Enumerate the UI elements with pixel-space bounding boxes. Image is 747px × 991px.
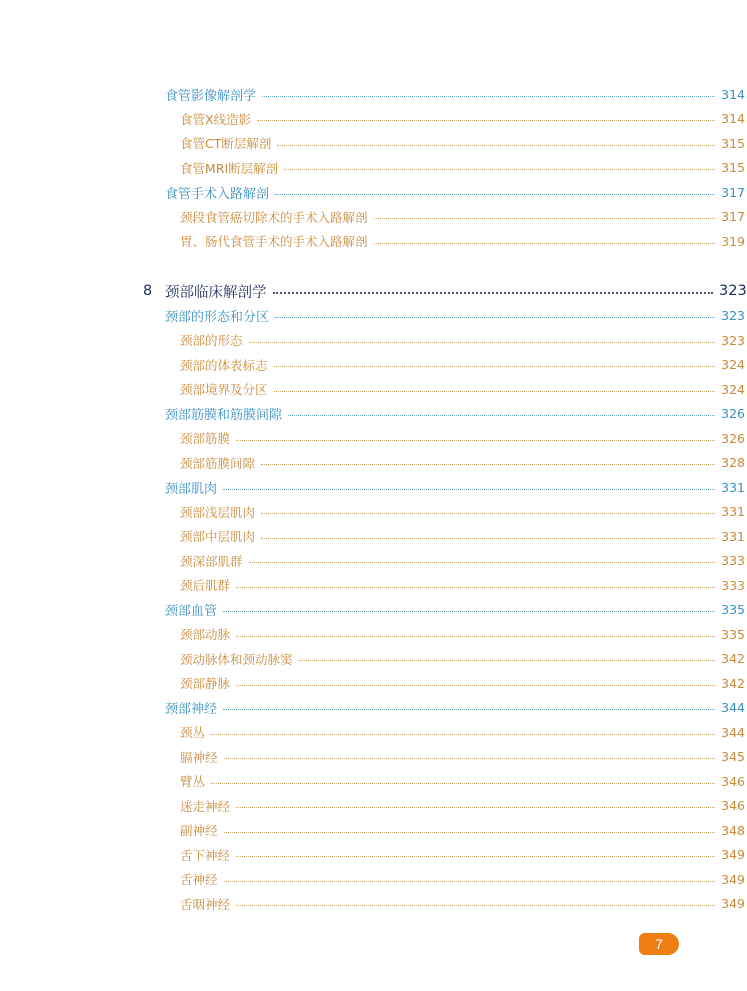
entry-page-number: 323: [719, 283, 747, 299]
entry-title: 颈部筋膜: [180, 431, 231, 446]
dot-leader: [236, 636, 715, 637]
dot-leader: [223, 611, 715, 612]
entry-title: 食管手术入路解剖: [165, 186, 270, 202]
entry-page-number: 326: [721, 406, 745, 421]
toc-subsection-entry: [0, 551, 745, 571]
toc-section-entry: [0, 600, 745, 620]
dot-leader: [261, 513, 715, 514]
toc-section-entry: [0, 182, 745, 202]
toc-subsection-entry: [0, 502, 745, 522]
entry-page-number: 314: [721, 111, 745, 126]
entry-page-number: 323: [721, 332, 745, 348]
toc-subsection-entry: [0, 649, 745, 669]
dot-leader: [236, 905, 715, 906]
entry-page-number: 342: [721, 651, 745, 666]
entry-title: 食管CT断层解剖: [180, 136, 272, 151]
dot-leader: [288, 415, 715, 416]
page-number-badge: [639, 933, 679, 955]
entry-title: 颈部肌肉: [165, 481, 218, 497]
entry-title: 副神经: [180, 823, 218, 838]
entry-page-number: 344: [721, 700, 745, 715]
chapter-number: 8: [143, 283, 153, 299]
entry-title: 颈部筋膜和筋膜间隙: [165, 408, 283, 423]
entry-title: 颈部中层肌肉: [180, 529, 256, 544]
toc-subsection-entry: [0, 722, 745, 742]
toc-subsection-entry: [0, 355, 745, 375]
dot-leader: [277, 145, 715, 146]
toc-subsection-entry: [0, 771, 745, 791]
entry-page-number: 333: [721, 553, 745, 568]
entry-page-number: 346: [721, 798, 745, 813]
entry-title: 臂丛: [180, 774, 206, 789]
entry-page-number: 328: [721, 455, 745, 470]
toc-subsection-entry: [0, 747, 745, 767]
entry-page-number: 345: [721, 749, 745, 764]
entry-page-number: 335: [721, 626, 745, 642]
entry-title: 膈神经: [180, 749, 218, 765]
toc-subsection-entry: [0, 575, 745, 595]
toc-chapter-entry: [0, 281, 745, 301]
toc-subsection-entry: [0, 894, 745, 914]
entry-title: 颈后肌群: [180, 578, 231, 593]
entry-title: 颈部的体表标志: [180, 357, 268, 373]
toc-subsection-entry: [0, 453, 745, 473]
entry-title: 颈部动脉: [180, 627, 231, 642]
entry-page-number: 317: [721, 184, 745, 200]
toc-section-entry: [0, 698, 745, 718]
dot-leader: [262, 96, 715, 97]
dot-leader: [261, 538, 715, 539]
dot-leader: [299, 660, 715, 661]
entry-page-number: 315: [721, 135, 745, 151]
entry-page-number: 314: [721, 86, 745, 102]
entry-page-number: 344: [721, 724, 745, 740]
dot-leader: [236, 440, 715, 441]
entry-page-number: 319: [721, 233, 745, 249]
entry-title: 颈部筋膜间隙: [180, 455, 256, 471]
entry-page-number: 326: [721, 430, 745, 446]
toc-section-entry: [0, 306, 745, 326]
entry-title: 颈部临床解剖学: [165, 284, 267, 301]
dot-leader: [374, 243, 715, 244]
toc-subsection-entry: [0, 820, 745, 840]
entry-page-number: 333: [721, 577, 745, 593]
dot-leader: [249, 562, 715, 563]
dot-leader: [223, 709, 715, 710]
entry-page-number: 349: [721, 896, 745, 911]
entry-title: 食管影像解剖学: [165, 88, 257, 104]
entry-page-number: 331: [721, 504, 745, 519]
entry-page-number: 335: [721, 602, 745, 617]
entry-page-number: 317: [721, 209, 745, 224]
entry-page-number: 331: [721, 528, 745, 544]
dot-leader: [374, 218, 715, 219]
entry-title: 舌咽神经: [180, 896, 231, 912]
toc-subsection-entry: [0, 796, 745, 816]
entry-page-number: 331: [721, 479, 745, 495]
entry-title: 颈部的形态和分区: [165, 310, 270, 325]
dot-leader: [236, 807, 715, 808]
toc-section-entry: [0, 477, 745, 497]
entry-title: 颈段食管癌切除术的手术入路解剖: [180, 209, 368, 225]
entry-page-number: 349: [721, 847, 745, 862]
entry-title: 胃、肠代食管手术的手术入路解剖: [180, 234, 368, 249]
dot-leader: [224, 881, 715, 882]
entry-title: 食管X线造影: [180, 111, 252, 127]
toc-subsection-entry: [0, 158, 745, 178]
dot-leader: [261, 464, 715, 465]
entry-page-number: 324: [721, 381, 745, 397]
entry-page-number: 349: [721, 871, 745, 887]
entry-title: 迷走神经: [180, 798, 231, 814]
entry-page-number: 348: [721, 822, 745, 838]
page-number: 7: [655, 936, 663, 952]
dot-leader: [224, 758, 715, 759]
entry-title: 颈动脉体和颈动脉窦: [180, 651, 293, 667]
toc-subsection-entry: [0, 845, 745, 865]
entry-page-number: 315: [721, 160, 745, 175]
dot-leader: [236, 587, 715, 588]
dot-leader: [274, 391, 715, 392]
toc-section-entry: [0, 84, 745, 104]
toc-subsection-entry: [0, 869, 745, 889]
toc-section-entry: [0, 404, 745, 424]
toc-subsection-entry: [0, 428, 745, 448]
entry-title: 颈部浅层肌肉: [180, 504, 256, 520]
toc-subsection-entry: [0, 231, 745, 251]
entry-title: 颈部血管: [165, 604, 218, 619]
toc-subsection-entry: [0, 379, 745, 399]
dot-leader: [224, 832, 715, 833]
dot-leader: [275, 317, 715, 318]
entry-title: 食管MRI断层解剖: [180, 160, 279, 176]
dot-leader: [211, 734, 715, 735]
toc-subsection-entry: [0, 526, 745, 546]
entry-title: 舌神经: [180, 872, 218, 887]
entry-title: 颈深部肌群: [180, 553, 243, 569]
entry-title: 颈部神经: [165, 702, 218, 717]
dot-leader: [273, 292, 714, 294]
dot-leader: [236, 685, 715, 686]
dot-leader: [275, 194, 715, 195]
dot-leader: [274, 366, 715, 367]
entry-page-number: 324: [721, 357, 745, 372]
toc-subsection-entry: [0, 624, 745, 644]
dot-leader: [223, 489, 715, 490]
entry-title: 颈丛: [180, 725, 206, 740]
dot-leader: [211, 783, 715, 784]
toc-subsection-entry: [0, 207, 745, 227]
entry-title: 颈部境界及分区: [180, 382, 268, 397]
toc-subsection-entry: [0, 109, 745, 129]
entry-page-number: 323: [721, 308, 745, 323]
entry-page-number: 342: [721, 675, 745, 691]
dot-leader: [249, 342, 715, 343]
dot-leader: [236, 856, 715, 857]
entry-title: 舌下神经: [180, 847, 231, 863]
entry-title: 颈部的形态: [180, 333, 243, 348]
toc-subsection-entry: [0, 133, 745, 153]
entry-page-number: 346: [721, 773, 745, 789]
dot-leader: [284, 169, 715, 170]
dot-leader: [257, 120, 715, 121]
toc-subsection-entry: [0, 330, 745, 350]
entry-title: 颈部静脉: [180, 676, 231, 691]
toc-subsection-entry: [0, 673, 745, 693]
